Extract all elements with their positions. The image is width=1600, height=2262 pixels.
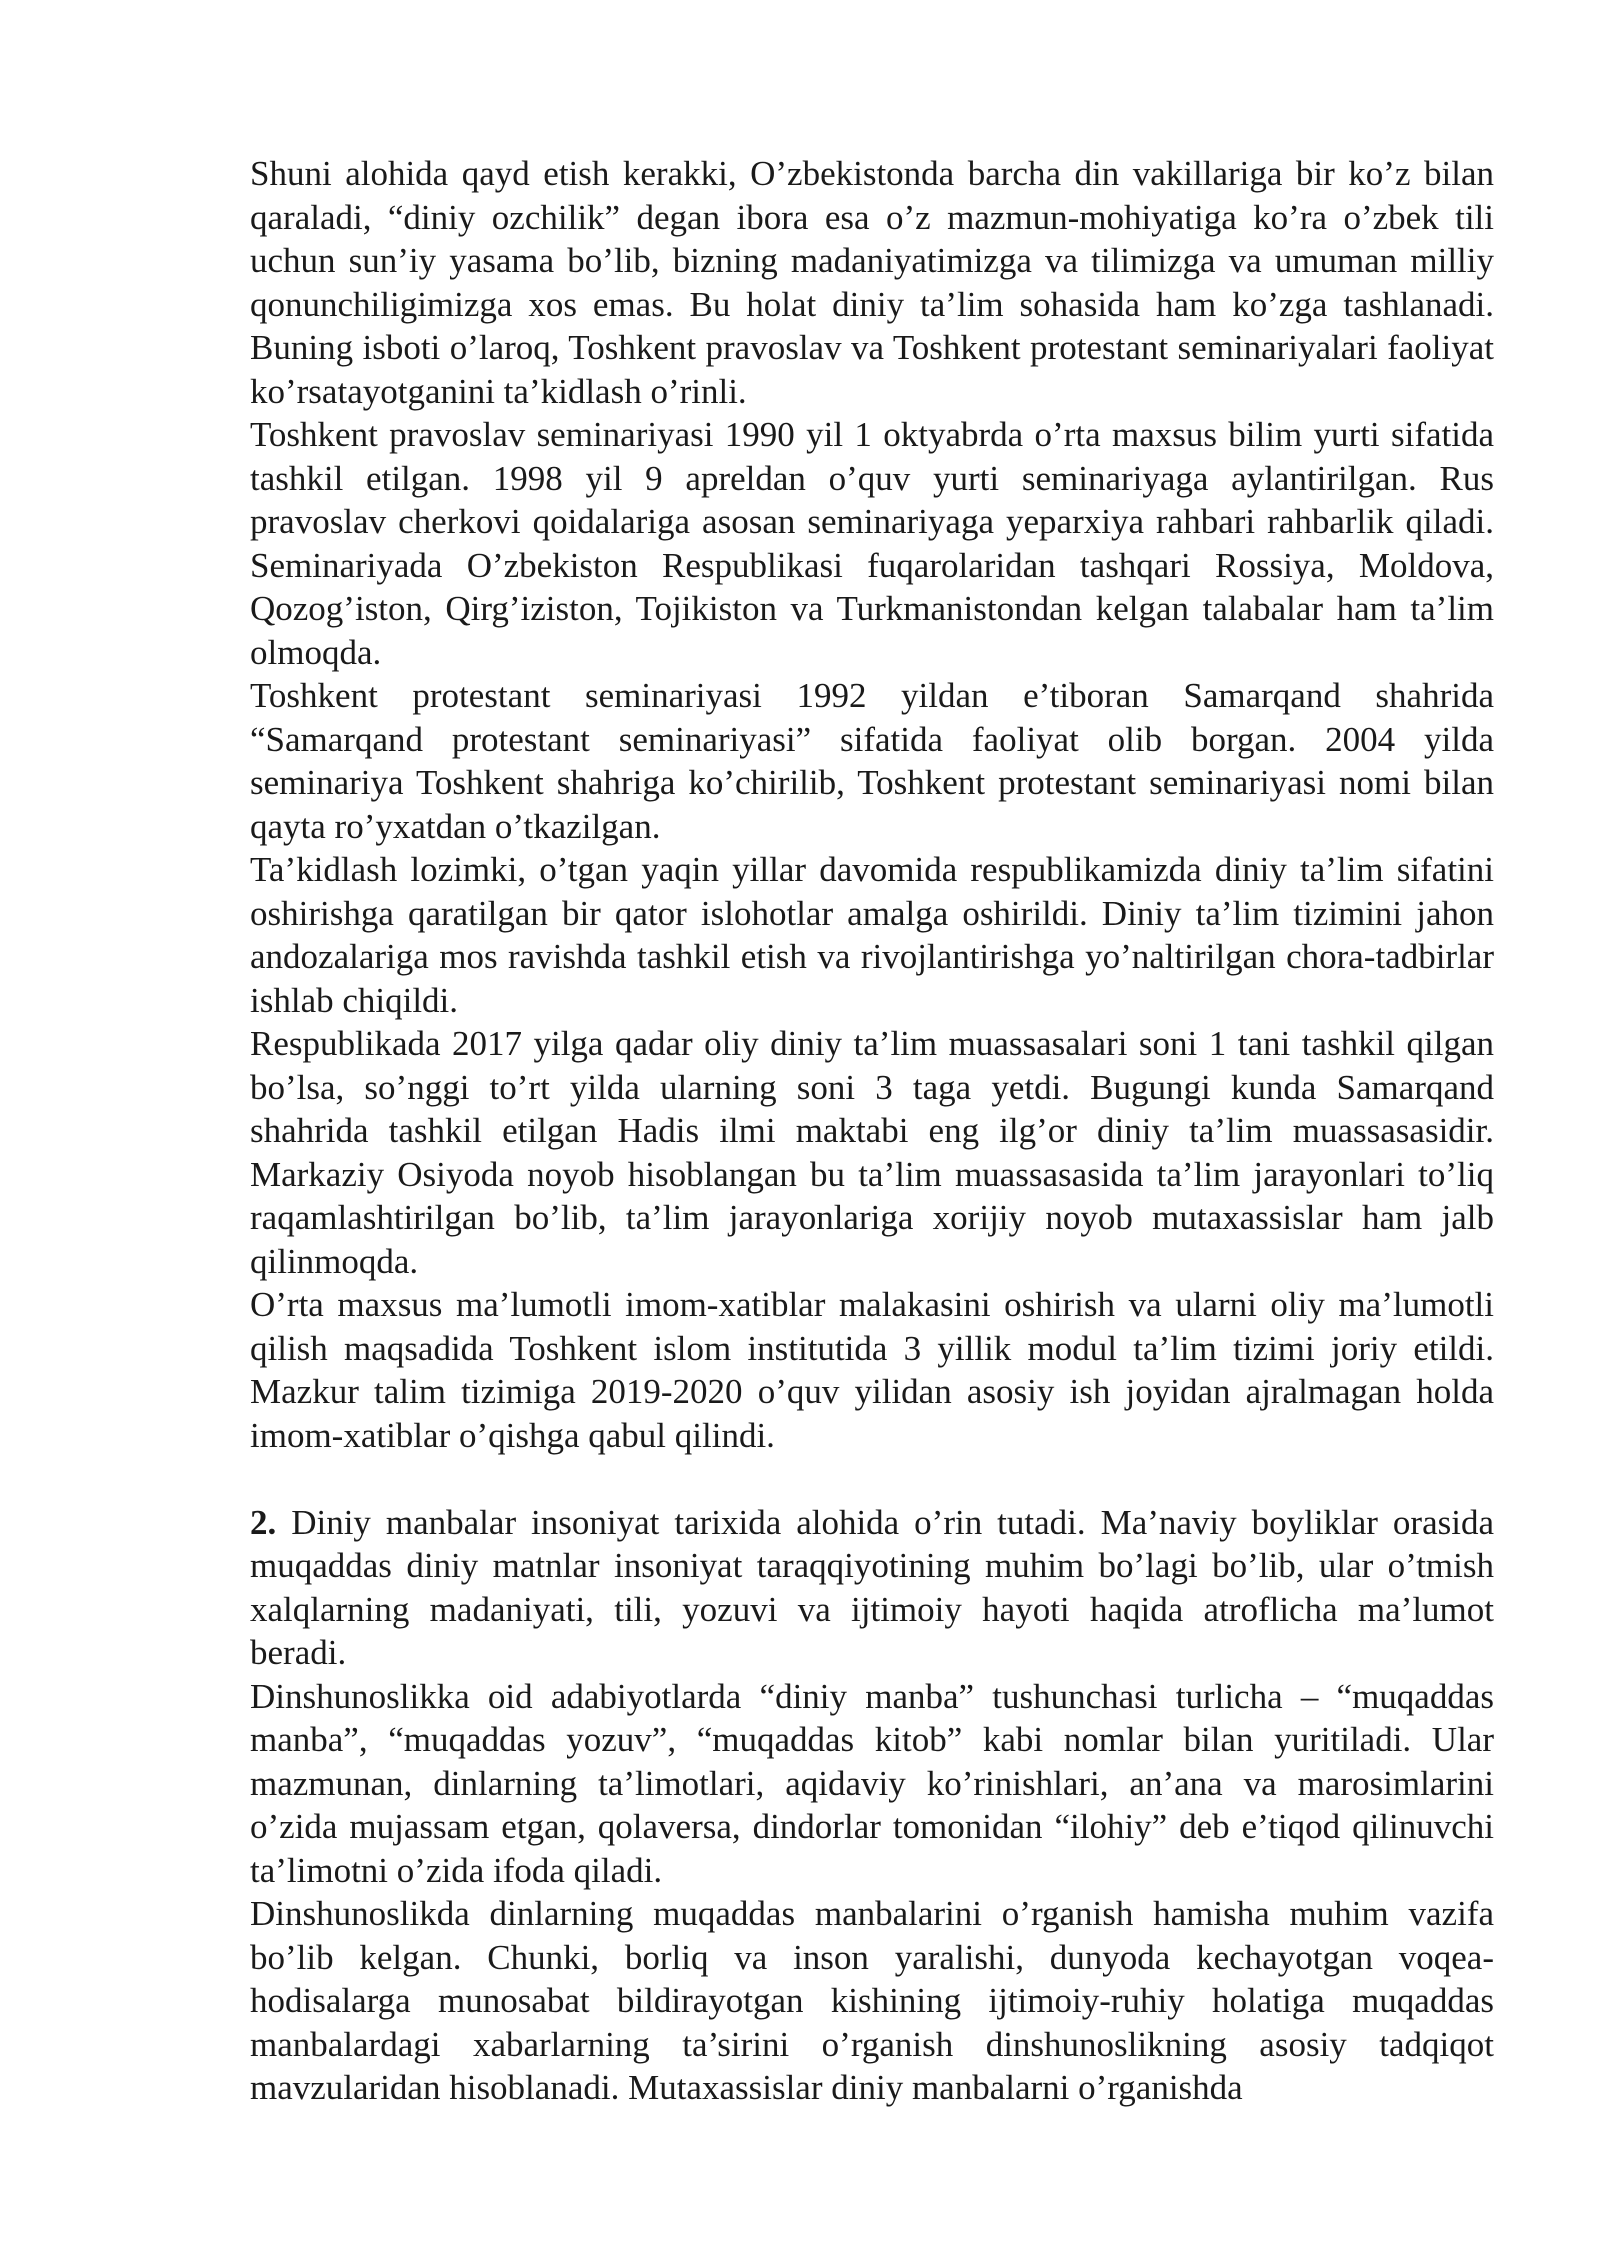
paragraph-imam-training: O’rta maxsus ma’lumotli imom-xatiblar malakasini oshirish va ularni oliy ma’lumotli qilish maqsadida Toshkent islom institutida 3 yillik modul ta’lim tizimi joriy etildi. Mazkur talim tizimiga 2019-2020 o’quv yilidan asosiy ish joyidan ajralmagan holda imom-xatiblar o’qishga qabul qilindi. xyxy=(250,1285,1494,1455)
section-2-intro-text: Diniy manbalar insoniyat tarixida alohida o’rin tutadi. Ma’naviy boyliklar orasida muqaddas diniy matnlar insoniyat taraqqiyotining muhim bo’lagi bo’lib, ular o’tmish xalqlarning madaniyati, tili, yozuvi va ijtimoiy hayoti haqida atroflicha ma’lumot beradi. xyxy=(250,1502,1494,1672)
paragraph-religious-minorities: Shuni alohida qayd etish kerakki, O’zbekistonda barcha din vakillariga bir ko’z bilan qaraladi, “diniy ozchilik” degan ibora esa o’z mazmun-mohiyatiga ko’ra o’zbek tili uchun sun’iy yasama bo’lib, bizning madaniyatimizga va tilimizga va umuman milliy qonunchiligimizga xos emas. Bu holat diniy ta’lim sohasida ham ko’zga tashlanadi. Buning isboti o’laroq, Toshkent pravoslav va Toshkent protestant seminariyalari faoliyat ko’rsatayotganini ta’kidlash o’rinli. xyxy=(250,154,1494,411)
section-number: 2. xyxy=(250,1502,277,1542)
paragraph-higher-education: Respublikada 2017 yilga qadar oliy diniy ta’lim muassasalari soni 1 tani tashkil qilgan bo’lsa, so’nggi to’rt yilda ularning soni 3 taga yetdi. Bugungi kunda Samarqand shahrida tashkil etilgan Hadis ilmi maktabi eng ilg’or diniy ta’lim muassasasidir. Markaziy Osiyoda noyob hisoblangan bu ta’lim muassasasida ta’lim jarayonlari to’liq raqamlashtirilgan bo’lib, ta’lim jarayonlariga xorijiy noyob mutaxassislar ham jalb qilinmoqda. xyxy=(250,1024,1494,1281)
paragraph-education-reforms: Ta’kidlash lozimki, o’tgan yaqin yillar davomida respublikamizda diniy ta’lim sifatini oshirishga qaratilgan bir qator islohotlar amalga oshirildi. Diniy ta’lim tizimini jahon andozalariga mos ravishda tashkil etish va rivojlantirishga yo’naltirilgan chora-tadbirlar ishlab chiqildi. xyxy=(250,850,1494,1020)
paragraph-studying-sources: Dinshunoslikda dinlarning muqaddas manbalarini o’rganish hamisha muhim vazifa bo’lib kelgan. Chunki, borliq va inson yaralishi, dunyoda kechayotgan voqea-hodisalarga munosabat bildirayotgan kishining ijtimoiy-ruhiy holatiga muqaddas manbalardagi xabarlarning ta’sirini o’rganish dinshunoslikning asosiy tadqiqot mavzularidan hisoblanadi. Mutaxassislar diniy manbalarni o’rganishda xyxy=(250,1894,1494,2107)
document-page xyxy=(250,152,1494,2110)
paragraph-section-2-intro xyxy=(250,1501,1494,1675)
paragraph-religious-source-concept: Dinshunoslikka oid adabiyotlarda “diniy manba” tushunchasi turlicha – “muqaddas manba”, “muqaddas yozuv”, “muqaddas kitob” kabi nomlar bilan yuritiladi. Ular mazmunan, dinlarning ta’limotlari, aqidaviy ko’rinishlari, an’ana va marosimlarini o’zida mujassam etgan, qolaversa, dindorlar tomonidan “ilohiy” deb e’tiqod qilinuvchi ta’limotni o’zida ifoda qiladi. xyxy=(250,1676,1494,1890)
paragraph-protestant-seminary: Toshkent protestant seminariyasi 1992 yildan e’tiboran Samarqand shahrida “Samarqand protestant seminariyasi” sifatida faoliyat olib borgan. 2004 yilda seminariya Toshkent shahriga ko’chirilib, Toshkent protestant seminariyasi nomi bilan qayta ro’yxatdan o’tkazilgan. xyxy=(250,676,1494,846)
section-spacer xyxy=(250,1457,1494,1501)
paragraph-orthodox-seminary: Toshkent pravoslav seminariyasi 1990 yil 1 oktyabrda o’rta maxsus bilim yurti sifatida tashkil etilgan. 1998 yil 9 apreldan o’quv yurti seminariyaga aylantirilgan. Rus pravoslav cherkovi qoidalariga asosan seminariyaga yeparxiya rahbari rahbarlik qiladi. Seminariyada O’zbekiston Respublikasi fuqarolaridan tashqari Rossiya, Moldova, Qozog’iston, Qirg’iziston, Tojikiston va Turkmanistondan kelgan talabalar ham ta’lim olmoqda. xyxy=(250,415,1494,672)
